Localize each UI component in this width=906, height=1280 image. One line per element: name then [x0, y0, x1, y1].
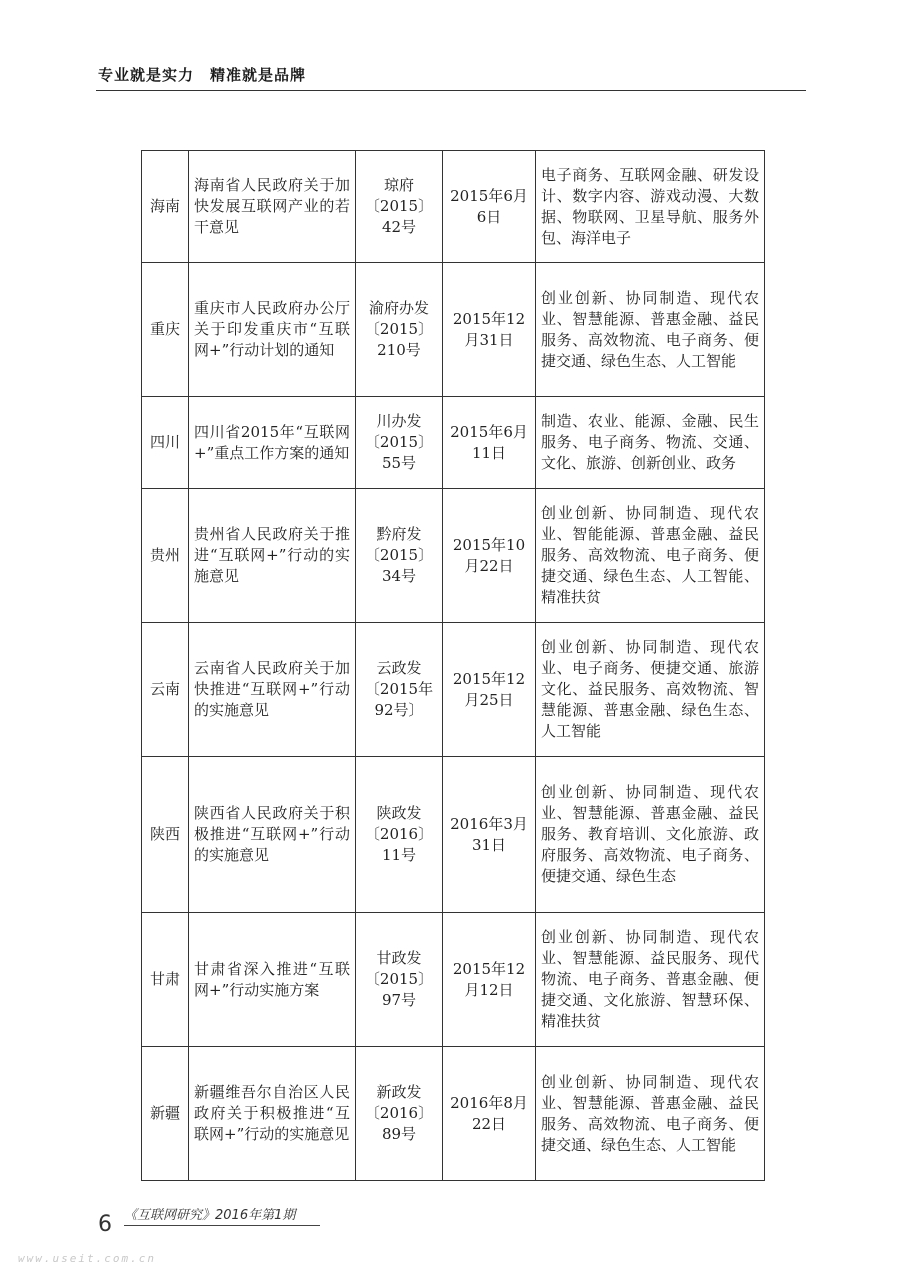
document-number-cell: 琼府〔2015〕42号 — [356, 151, 443, 263]
province-cell: 云南 — [142, 623, 189, 757]
key-fields-cell: 创业创新、协同制造、现代农业、智能能源、普惠金融、益民服务、高效物流、电子商务、便捷交通、绿色生态、人工智能、精准扶贫 — [536, 489, 765, 623]
province-cell: 陕西 — [142, 757, 189, 913]
issue-date-cell: 2015年12月31日 — [443, 263, 536, 397]
province-cell: 重庆 — [142, 263, 189, 397]
policy-title-cell: 四川省2015年“互联网+”重点工作方案的通知 — [189, 397, 356, 489]
issue-date-cell: 2015年6月6日 — [443, 151, 536, 263]
header-slogan: 专业就是实力 精准就是品牌 — [98, 66, 307, 84]
policy-table — [141, 150, 765, 1181]
policy-title-cell: 海南省人民政府关于加快发展互联网产业的若干意见 — [189, 151, 356, 263]
province-cell: 四川 — [142, 397, 189, 489]
key-fields-cell: 创业创新、协同制造、现代农业、智慧能源、普惠金融、益民服务、高效物流、电子商务、便捷交通、绿色生态、人工智能 — [536, 263, 765, 397]
issue-date-cell: 2016年3月31日 — [443, 757, 536, 913]
province-cell: 甘肃 — [142, 913, 189, 1047]
key-fields-cell: 创业创新、协同制造、现代农业、智慧能源、益民服务、现代物流、电子商务、普惠金融、便捷交通、文化旅游、智慧环保、精准扶贫 — [536, 913, 765, 1047]
table-row — [142, 757, 765, 913]
key-fields-cell: 创业创新、协同制造、现代农业、智慧能源、普惠金融、益民服务、教育培训、文化旅游、政府服务、高效物流、电子商务、便捷交通、绿色生态 — [536, 757, 765, 913]
table-row — [142, 1047, 765, 1181]
header-divider — [96, 90, 806, 91]
table-row — [142, 151, 765, 263]
province-cell: 贵州 — [142, 489, 189, 623]
province-cell: 新疆 — [142, 1047, 189, 1181]
table-row — [142, 623, 765, 757]
document-number-cell: 渝府办发〔2015〕210号 — [356, 263, 443, 397]
table-row — [142, 397, 765, 489]
key-fields-cell: 制造、农业、能源、金融、民生服务、电子商务、物流、交通、文化、旅游、创新创业、政务 — [536, 397, 765, 489]
document-number-cell: 川办发〔2015〕55号 — [356, 397, 443, 489]
document-number-cell: 甘政发〔2015〕97号 — [356, 913, 443, 1047]
issue-date-cell: 2015年12月12日 — [443, 913, 536, 1047]
key-fields-cell: 创业创新、协同制造、现代农业、电子商务、便捷交通、旅游文化、益民服务、高效物流、智慧能源、普惠金融、绿色生态、人工智能 — [536, 623, 765, 757]
key-fields-cell: 电子商务、互联网金融、研发设计、数字内容、游戏动漫、大数据、物联网、卫星导航、服务外包、海洋电子 — [536, 151, 765, 263]
key-fields-cell: 创业创新、协同制造、现代农业、智慧能源、普惠金融、益民服务、高效物流、电子商务、便捷交通、绿色生态、人工智能 — [536, 1047, 765, 1181]
issue-date-cell: 2016年8月22日 — [443, 1047, 536, 1181]
issue-date-cell: 2015年6月11日 — [443, 397, 536, 489]
issue-date-cell: 2015年10月22日 — [443, 489, 536, 623]
document-number-cell: 云政发〔2015年92号〕 — [356, 623, 443, 757]
province-cell: 海南 — [142, 151, 189, 263]
issue-date-cell: 2015年12月25日 — [443, 623, 536, 757]
policy-title-cell: 重庆市人民政府办公厅关于印发重庆市“互联网+”行动计划的通知 — [189, 263, 356, 397]
table-row — [142, 913, 765, 1047]
site-watermark: www.useit.com.cn — [18, 1252, 156, 1265]
journal-citation: 《互联网研究》2016年第1期 — [124, 1208, 296, 1223]
policy-title-cell: 甘肃省深入推进“互联网+”行动实施方案 — [189, 913, 356, 1047]
document-number-cell: 新政发〔2016〕89号 — [356, 1047, 443, 1181]
policy-title-cell: 云南省人民政府关于加快推进“互联网+”行动的实施意见 — [189, 623, 356, 757]
policy-title-cell: 新疆维吾尔自治区人民政府关于积极推进“互联网+”行动的实施意见 — [189, 1047, 356, 1181]
policy-title-cell: 陕西省人民政府关于积极推进“互联网+”行动的实施意见 — [189, 757, 356, 913]
page-number: 6 — [98, 1212, 112, 1237]
document-number-cell: 黔府发〔2015〕34号 — [356, 489, 443, 623]
table-row — [142, 263, 765, 397]
policy-title-cell: 贵州省人民政府关于推进“互联网+”行动的实施意见 — [189, 489, 356, 623]
footer-divider — [124, 1225, 320, 1226]
table-row — [142, 489, 765, 623]
document-number-cell: 陕政发〔2016〕11号 — [356, 757, 443, 913]
